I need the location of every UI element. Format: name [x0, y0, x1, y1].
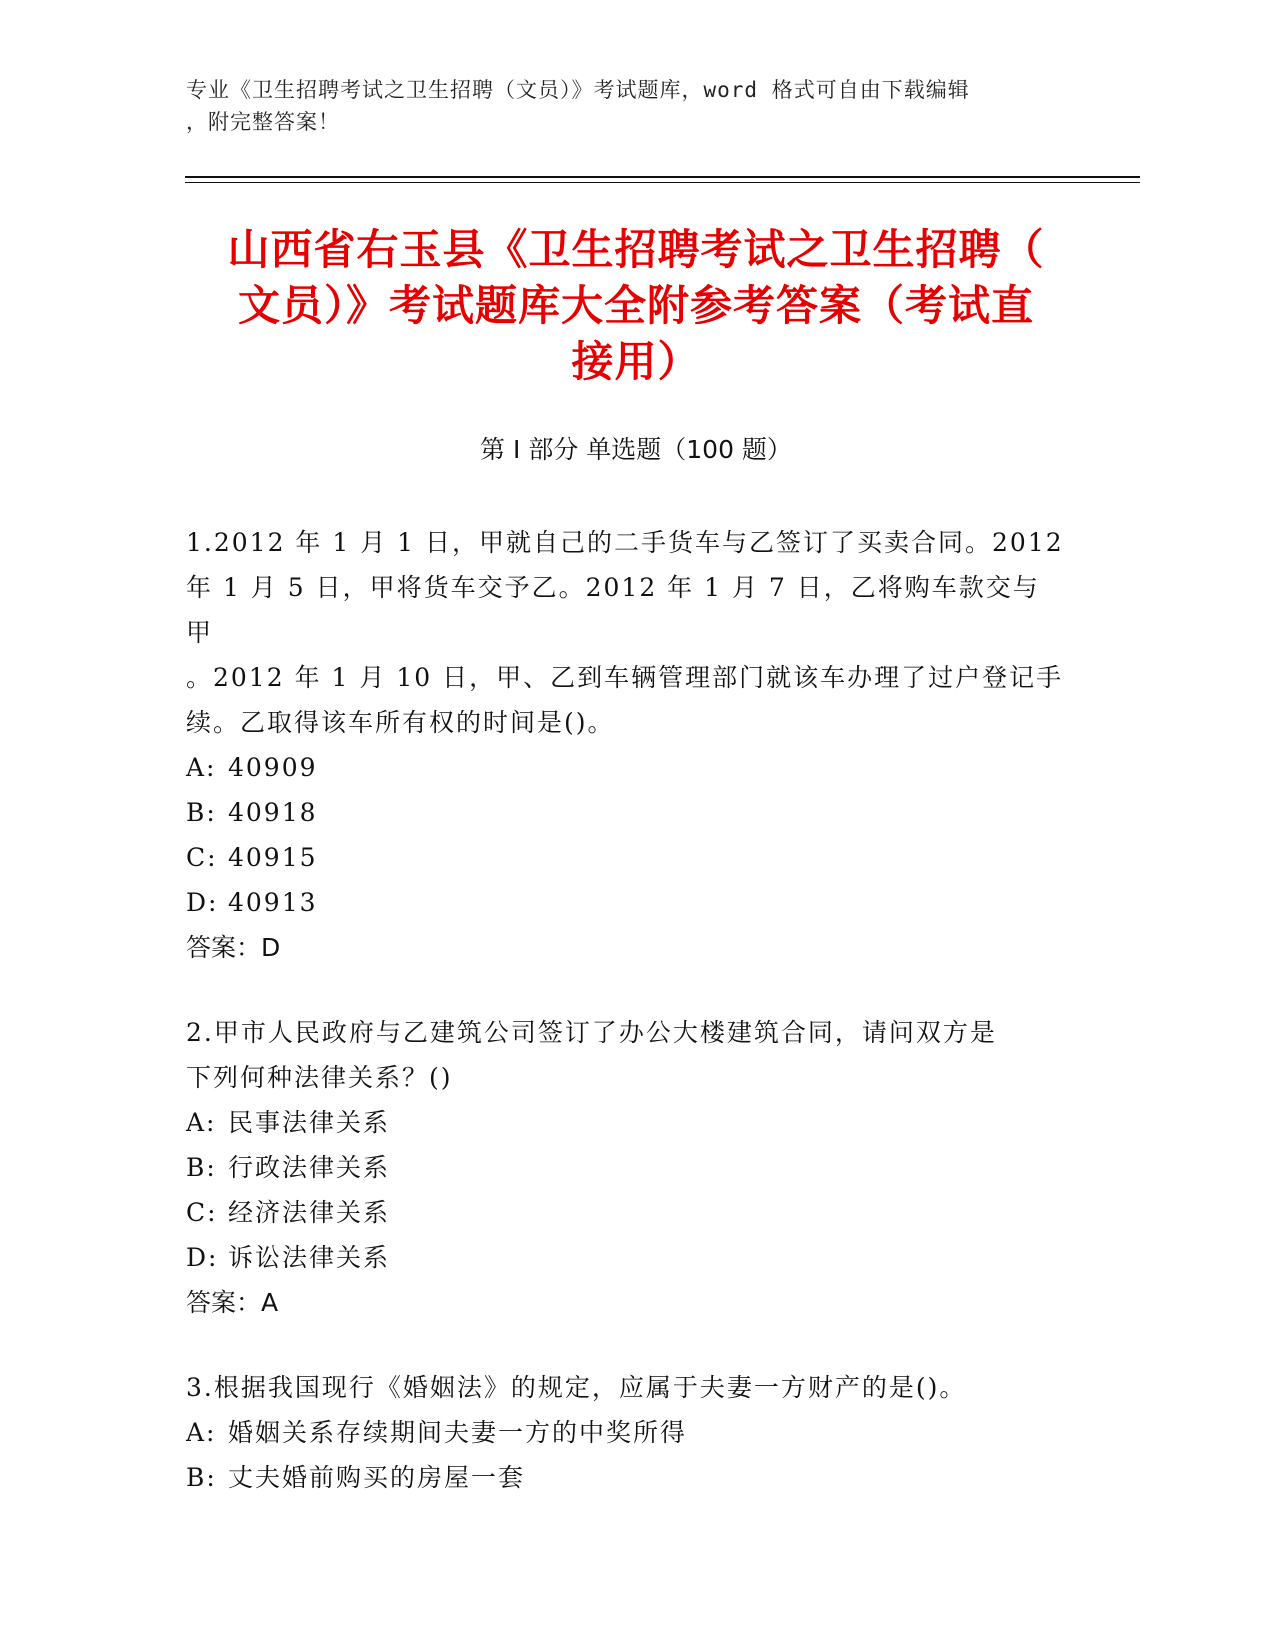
option-text: 丈夫婚前购买的房屋一套 — [228, 1463, 526, 1492]
option-text: 经济法律关系 — [228, 1198, 391, 1227]
question-stem-line: 续。乙取得该车所有权的时间是()。 — [186, 708, 615, 737]
document-title-line-2: 文员）》考试题库大全附参考答案（考试直 — [237, 281, 1034, 330]
option-letter: D: — [186, 1243, 219, 1272]
document-title — [186, 222, 1086, 390]
option-letter: C: — [186, 843, 218, 872]
option-letter: B: — [186, 1463, 217, 1492]
option-c — [186, 835, 1066, 880]
option-letter: B: — [186, 1153, 217, 1182]
option-letter: A: — [186, 1418, 217, 1447]
option-d — [186, 880, 1066, 925]
document-title-line-3: 接用） — [571, 337, 701, 386]
option-c — [186, 1190, 1066, 1235]
question-stem-line: 年 1 月 5 日，甲将货车交予乙。2012 年 1 月 7 日，乙将购车款交与甲 — [186, 573, 1040, 647]
option-letter: A: — [186, 753, 217, 782]
option-a — [186, 1410, 1066, 1455]
section-heading: 第 I 部分 单选题（100 题） — [480, 435, 792, 464]
header-note-line-1: 专业《卫生招聘考试之卫生招聘（文员）》考试题库，word 格式可自由下载编辑 — [186, 78, 970, 102]
option-b — [186, 1145, 1066, 1190]
option-text: 诉讼法律关系 — [228, 1243, 391, 1272]
option-text: 婚姻关系存续期间夫妻一方的中奖所得 — [228, 1418, 688, 1447]
option-letter: D: — [186, 888, 219, 917]
answer-line: 答案：A — [186, 1288, 279, 1317]
question-2 — [186, 1010, 1066, 1325]
header-divider-thin — [185, 182, 1140, 183]
question-list — [186, 520, 1066, 1540]
option-text: 民事法律关系 — [228, 1108, 391, 1137]
option-letter: A: — [186, 1108, 217, 1137]
document-title-line-1: 山西省右玉县《卫生招聘考试之卫生招聘（ — [227, 225, 1045, 274]
option-text: 40909 — [228, 753, 318, 782]
option-letter: B: — [186, 798, 217, 827]
header-note-line-2: ，附完整答案！ — [186, 110, 340, 134]
option-text: 40913 — [228, 888, 318, 917]
option-b — [186, 790, 1066, 835]
option-d — [186, 1235, 1066, 1280]
question-stem-line: 。2012 年 1 月 10 日，甲、乙到车辆管理部门就该车办理了过户登记手 — [186, 663, 1064, 692]
question-1 — [186, 520, 1066, 970]
question-stem-line: 下列何种法律关系？() — [186, 1063, 453, 1092]
question-stem-line: 2.甲市人民政府与乙建筑公司签订了办公大楼建筑合同，请问双方是 — [186, 1018, 997, 1047]
header-note — [186, 74, 1086, 138]
option-text: 40918 — [228, 798, 318, 827]
option-text: 40915 — [228, 843, 318, 872]
option-letter: C: — [186, 1198, 218, 1227]
question-stem-line: 1.2012 年 1 月 1 日，甲就自己的二手货车与乙签订了买卖合同。2012 — [186, 528, 1064, 557]
option-a — [186, 745, 1066, 790]
answer-line: 答案：D — [186, 933, 281, 962]
option-a — [186, 1100, 1066, 1145]
question-3 — [186, 1365, 1066, 1500]
header-divider-thick — [185, 176, 1140, 178]
question-stem-line: 3.根据我国现行《婚姻法》的规定，应属于夫妻一方财产的是()。 — [186, 1373, 967, 1402]
option-text: 行政法律关系 — [228, 1153, 391, 1182]
option-b — [186, 1455, 1066, 1500]
